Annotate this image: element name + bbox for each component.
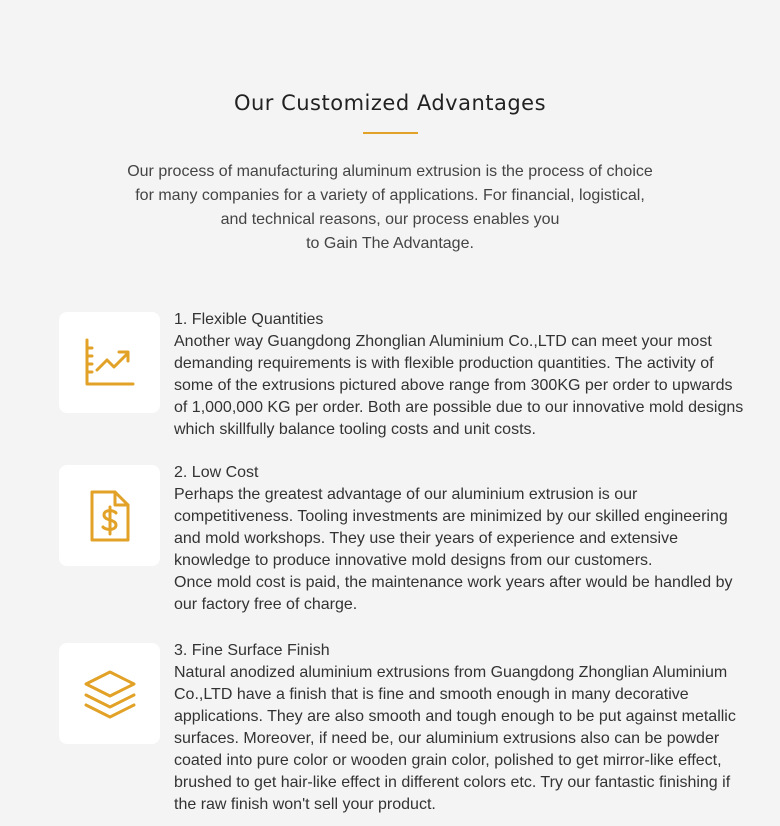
feature-body (174, 331, 744, 441)
feature-paragraph: Perhaps the greatest advantage of our aluminium extrusion is our competitiveness. Tooling investments are minimized by our skilled engineering and mold workshops. They use their years of experience and extensive knowledge to produce innovative mold designs from our customers. (174, 486, 728, 569)
intro-line: and technical reasons, our process enables you (220, 211, 560, 228)
feature-title: 1. Flexible Quantities (174, 311, 324, 328)
feature-icon-card (59, 312, 160, 413)
feature-body (174, 662, 744, 816)
title-underline (363, 132, 418, 134)
intro-line: for many companies for a variety of applications. For financial, logistical, (135, 187, 645, 204)
layers-icon (83, 669, 137, 719)
feature-text (174, 640, 744, 816)
feature-icon-card (59, 643, 160, 744)
feature-text (174, 462, 744, 616)
intro-paragraph (0, 160, 780, 256)
feature-paragraph: Once mold cost is paid, the maintenance work years after would be handled by our factory free of charge. (174, 574, 733, 613)
dollar-document-icon (87, 489, 133, 543)
growth-chart-icon (83, 336, 137, 390)
feature-text (174, 309, 744, 441)
feature-paragraph: Another way Guangdong Zhonglian Aluminium Co.,LTD can meet your most demanding requirements is with flexible production quantities. The activity of some of the extrusions pictured above range from 300KG per order to upwards of 1,000,000 KG per order. Both are possible due to our innovative mold designs which skillfully balance tooling costs and unit costs. (174, 333, 744, 438)
feature-title: 2. Low Cost (174, 464, 259, 481)
feature-paragraph: Natural anodized aluminium extrusions from Guangdong Zhonglian Aluminium Co.,LTD have a finish that is fine and smooth enough in many decorative applications. They are also smooth and tough enough to be put against metallic surfaces. Moreover, if need be, our aluminium extrusions also can be powder coated into pure color or wooden grain color, polished to get mirror-like effect, brushed to get hair-like effect in different colors etc. Try our fantastic finishing if the raw finish won't sell your product. (174, 664, 736, 813)
intro-line: to Gain The Advantage. (306, 235, 474, 252)
section-title: Our Customized Advantages (233, 91, 547, 115)
feature-body (174, 484, 744, 616)
feature-title: 3. Fine Surface Finish (174, 642, 330, 659)
intro-line: Our process of manufacturing aluminum extrusion is the process of choice (127, 163, 653, 180)
feature-icon-card (59, 465, 160, 566)
